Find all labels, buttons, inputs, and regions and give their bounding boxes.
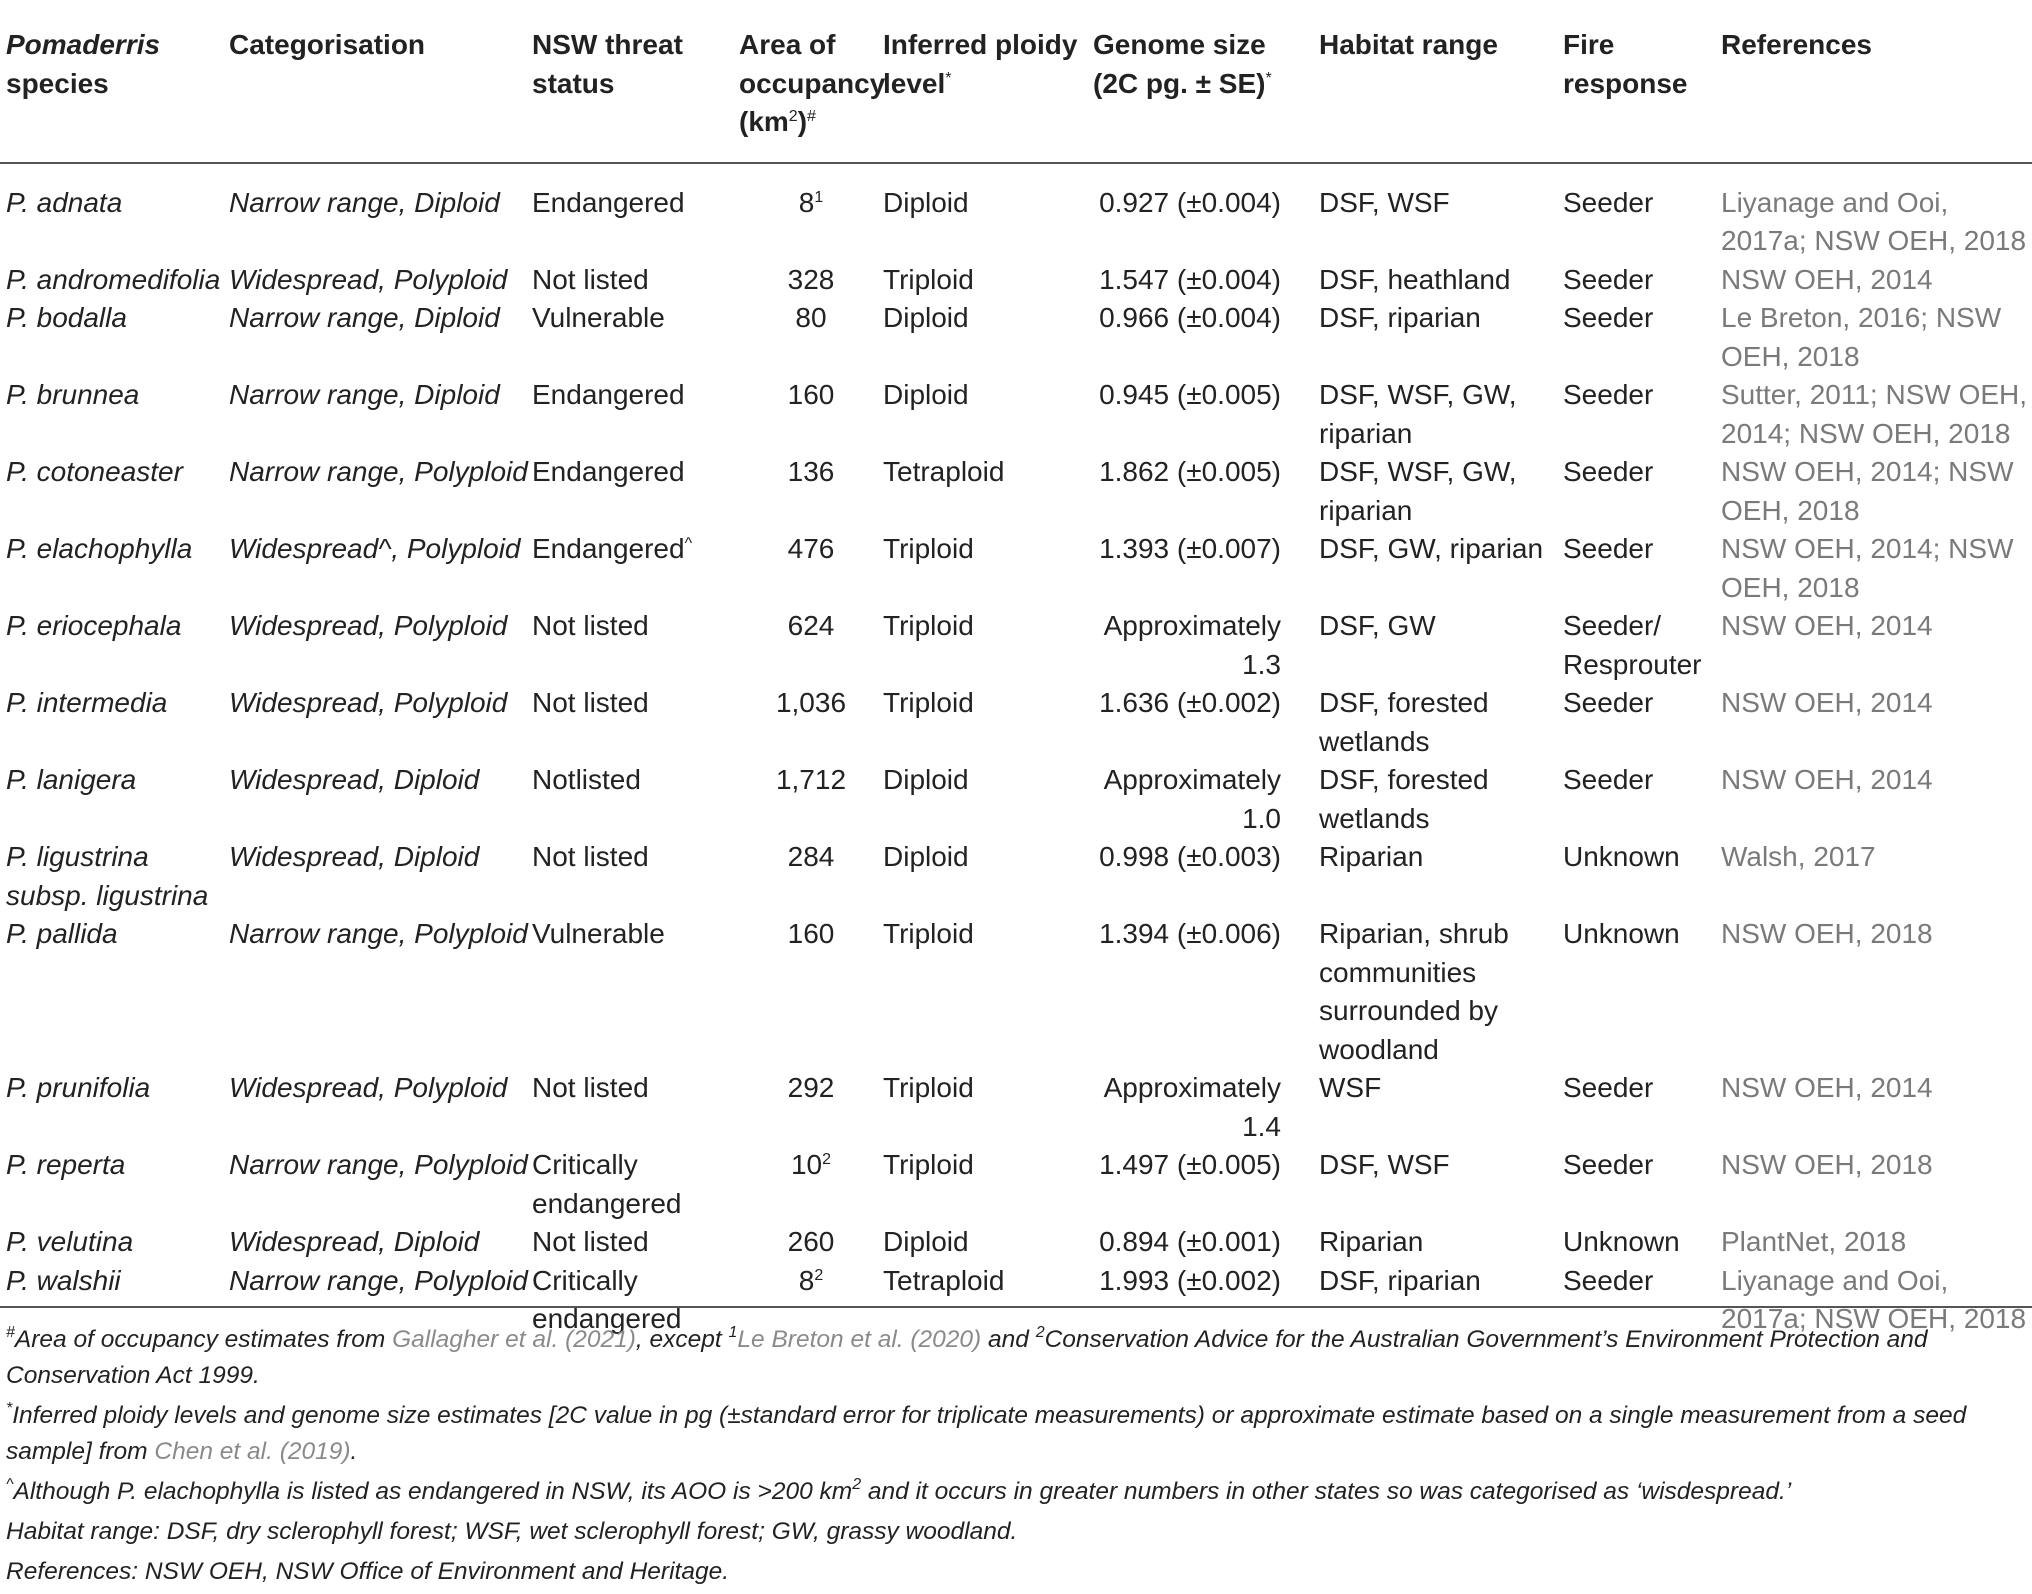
- threat-status-cell: Not listed: [532, 687, 649, 718]
- fire-response-cell: Seeder: [1563, 1264, 1654, 1296]
- threat-status-cell: Not listed: [532, 841, 649, 872]
- habitat-range-cell: DSF, riparian: [1319, 302, 1481, 333]
- categorisation-cell: Narrow range, Diploid: [229, 302, 500, 333]
- citation-link[interactable]: Chen et al. (2019): [154, 1438, 351, 1465]
- habitat-range-cell: DSF, GW, riparian: [1319, 533, 1544, 564]
- ploidy-cell: Tetraploid: [883, 456, 1005, 487]
- references-cell: NSW OEH, 2018: [1721, 1149, 1933, 1180]
- ploidy-cell: Diploid: [883, 302, 969, 333]
- table-row: [0, 684, 2032, 761]
- habitat-range-cell: DSF, WSF: [1319, 1149, 1450, 1180]
- species-cell: P. intermedia: [6, 687, 168, 718]
- area-of-occupancy-cell: $8^2$: [798, 1264, 824, 1296]
- references-cell: NSW OEH, 2014; NSW OEH, 2018: [1721, 533, 2014, 603]
- header-genome-size: Genome size (2C pg. ± SE)*: [1093, 8, 1319, 163]
- genome-size-cell: 1.394 (±0.006): [1099, 918, 1281, 949]
- threat-status-cell: Endangered: [532, 456, 685, 487]
- fire-response-cell: Seeder: [1563, 533, 1654, 564]
- fire-response-cell: Seeder: [1563, 1149, 1654, 1180]
- species-cell: P. bodalla: [6, 302, 127, 333]
- categorisation-cell: Widespread^, Polyploid: [229, 533, 521, 564]
- table-row: [0, 299, 2032, 376]
- area-of-occupancy-cell: 160: [787, 379, 835, 410]
- references-cell: NSW OEH, 2014: [1721, 764, 1933, 795]
- area-of-occupancy-cell: 160: [787, 918, 835, 949]
- species-cell: P. pallida: [6, 918, 118, 949]
- species-table: [0, 8, 2032, 1359]
- species-cell: P. andromedifolia: [6, 263, 221, 295]
- threat-status-cell: Not listed: [532, 610, 649, 641]
- habitat-range-cell: Riparian: [1319, 1226, 1424, 1257]
- habitat-range-cell: DSF, forested wetlands: [1319, 764, 1489, 834]
- table-row: [0, 761, 2032, 838]
- genome-size-cell: 0.998 (±0.003): [1099, 841, 1281, 872]
- citation-link[interactable]: Le Breton et al. (2020): [737, 1326, 982, 1353]
- table-row: [0, 261, 2032, 300]
- references-cell: Walsh, 2017: [1721, 841, 1876, 872]
- table-row: [0, 453, 2032, 530]
- ploidy-cell: Triploid: [883, 610, 974, 641]
- species-cell: P. prunifolia: [6, 1072, 151, 1103]
- genome-size-cell: 1.993 (±0.002): [1099, 1264, 1281, 1296]
- footnote-area-of-occupancy: #Area of occupancy estimates from Gallagher et al. (2021), except $^1$Le Breton et al. (2020) and $^2$Conservation Advice for the Australian Government’s Environment Protection and Conservation Act 1999.: [6, 1324, 1928, 1389]
- threat-status-cell: Endangered: [532, 186, 685, 218]
- ploidy-cell: Triploid: [883, 1149, 974, 1180]
- genome-size-cell: 0.927 (±0.004): [1099, 186, 1281, 218]
- area-of-occupancy-cell: 1,712: [775, 764, 847, 795]
- species-cell: P. velutina: [6, 1226, 134, 1257]
- area-of-occupancy-cell: $8^1$: [798, 186, 824, 218]
- categorisation-cell: Widespread, Diploid: [229, 1226, 480, 1257]
- genome-size-cell: 1.393 (±0.007): [1099, 533, 1281, 564]
- threat-status-cell: Endangered: [532, 379, 685, 410]
- genome-size-cell: 0.966 (±0.004): [1099, 302, 1281, 333]
- header-categorisation: Categorisation: [229, 8, 532, 163]
- threat-status-cell: Not listed: [532, 1072, 649, 1103]
- ploidy-cell: Diploid: [883, 186, 969, 218]
- area-of-occupancy-cell: $10^2$: [790, 1149, 832, 1180]
- threat-status-cell: Not listed: [532, 1226, 649, 1257]
- header-fire-response: Fire response: [1563, 8, 1721, 163]
- references-cell: NSW OEH, 2018: [1721, 918, 1933, 949]
- species-cell: P. adnata: [6, 186, 123, 218]
- references-cell: NSW OEH, 2014: [1721, 263, 1933, 295]
- footnote-references-abbreviations: References: NSW OEH, NSW Office of Environment and Heritage.: [6, 1558, 730, 1585]
- fire-response-cell: Unknown: [1563, 918, 1680, 949]
- threat-status-cell: Vulnerable: [532, 918, 665, 949]
- habitat-range-cell: WSF: [1319, 1072, 1382, 1103]
- area-of-occupancy-cell: 1,036: [775, 687, 847, 718]
- ploidy-cell: Triploid: [883, 533, 974, 564]
- fire-response-cell: Seeder: [1563, 379, 1654, 410]
- categorisation-cell: Widespread, Polyploid: [229, 687, 508, 718]
- ploidy-cell: Diploid: [883, 379, 969, 410]
- table-row: [0, 1223, 2032, 1262]
- genome-size-cell: 0.894 (±0.001): [1099, 1226, 1281, 1257]
- references-cell: NSW OEH, 2014: [1721, 610, 1933, 641]
- genome-size-cell: Approximately 1.0: [1103, 764, 1281, 834]
- table-footnotes: [0, 1306, 2032, 1594]
- area-of-occupancy-cell: 284: [787, 841, 835, 872]
- ploidy-cell: Diploid: [883, 841, 969, 872]
- species-cell: P. elachophylla: [6, 533, 193, 564]
- categorisation-cell: Narrow range, Polyploid: [229, 918, 528, 949]
- area-of-occupancy-cell: 624: [787, 610, 835, 641]
- species-cell: P. walshii: [6, 1264, 121, 1296]
- genome-size-cell: Approximately 1.4: [1103, 1072, 1281, 1142]
- species-cell: P. lanigera: [6, 764, 137, 795]
- genome-size-cell: 1.862 (±0.005): [1099, 456, 1281, 487]
- fire-response-cell: Unknown: [1563, 1226, 1680, 1257]
- ploidy-cell: Tetraploid: [883, 1264, 1005, 1296]
- footnote-ploidy-genome: *Inferred ploidy levels and genome size estimates [2C value in pg (±standard error for triplicate measurements) or approximate estimate based on a single measurement from a seed sample] from Chen et al. (2019).: [6, 1400, 1967, 1465]
- ploidy-cell: Triploid: [883, 918, 974, 949]
- genome-size-cell: 1.497 (±0.005): [1099, 1149, 1281, 1180]
- categorisation-cell: Widespread, Diploid: [229, 841, 480, 872]
- habitat-range-cell: DSF, forested wetlands: [1319, 687, 1489, 757]
- fire-response-cell: Seeder: [1563, 1072, 1654, 1103]
- table-row: [0, 838, 2032, 915]
- categorisation-cell: Narrow range, Polyploid: [229, 456, 528, 487]
- species-cell: P. ligustrina subsp. ligustrina: [6, 841, 209, 911]
- header-ploidy: Inferred ploidy level*: [883, 8, 1093, 163]
- genome-size-cell: 0.945 (±0.005): [1099, 379, 1281, 410]
- footnote-habitat-abbreviations: Habitat range: DSF, dry sclerophyll forest; WSF, wet sclerophyll forest; GW, grassy woodland.: [6, 1518, 1018, 1545]
- table-row: [0, 1069, 2032, 1146]
- area-of-occupancy-cell: 292: [787, 1072, 835, 1103]
- table-row: [0, 915, 2032, 1069]
- categorisation-cell: Narrow range, Polyploid: [229, 1264, 528, 1296]
- species-cell: P. eriocephala: [6, 610, 182, 641]
- species-cell: P. reperta: [6, 1149, 126, 1180]
- categorisation-cell: Narrow range, Diploid: [229, 186, 500, 218]
- table-row: [0, 1146, 2032, 1223]
- genome-size-cell: 1.636 (±0.002): [1099, 687, 1281, 718]
- citation-link[interactable]: Gallagher et al. (2021): [392, 1326, 636, 1353]
- table-row: [0, 376, 2032, 453]
- ploidy-cell: Triploid: [883, 687, 974, 718]
- header-threat-status: NSW threat status: [532, 8, 739, 163]
- species-cell: P. cotoneaster: [6, 456, 183, 487]
- fire-response-cell: Seeder: [1563, 263, 1654, 295]
- area-of-occupancy-cell: 136: [787, 456, 835, 487]
- ploidy-cell: Diploid: [883, 764, 969, 795]
- table-row: [0, 163, 2032, 261]
- ploidy-cell: Diploid: [883, 1226, 969, 1257]
- fire-response-cell: Seeder: [1563, 186, 1654, 218]
- habitat-range-cell: DSF, heathland: [1319, 263, 1511, 295]
- threat-status-cell: Critically endangered: [532, 1264, 682, 1334]
- categorisation-cell: Widespread, Polyploid: [229, 263, 508, 295]
- table-body: [0, 163, 2032, 1359]
- fire-response-cell: Unknown: [1563, 841, 1680, 872]
- table-row: [0, 530, 2032, 607]
- header-species: Pomaderris species: [0, 8, 229, 163]
- threat-status-cell: Vulnerable: [532, 302, 665, 333]
- references-cell: Sutter, 2011; NSW OEH, 2014; NSW OEH, 2018: [1721, 379, 2028, 449]
- references-cell: Le Breton, 2016; NSW OEH, 2018: [1721, 302, 2002, 372]
- habitat-range-cell: Riparian: [1319, 841, 1424, 872]
- fire-response-cell: Seeder: [1563, 764, 1654, 795]
- references-cell: Liyanage and Ooi, 2017a; NSW OEH, 2018: [1721, 1264, 2027, 1334]
- habitat-range-cell: DSF, WSF, GW, riparian: [1319, 379, 1517, 449]
- threat-status-cell: Critically endangered: [532, 1149, 682, 1219]
- table-row: [0, 607, 2032, 684]
- threat-status-cell: Endangered^: [532, 533, 693, 564]
- categorisation-cell: Narrow range, Polyploid: [229, 1149, 528, 1180]
- habitat-range-cell: DSF, WSF: [1319, 186, 1450, 218]
- threat-status-cell: Notlisted: [532, 764, 641, 795]
- area-of-occupancy-cell: 80: [795, 302, 827, 333]
- ploidy-cell: Triploid: [883, 1072, 974, 1103]
- habitat-range-cell: DSF, WSF, GW, riparian: [1319, 456, 1517, 526]
- species-cell: P. brunnea: [6, 379, 140, 410]
- footnote-elachophylla: ^Although P. elachophylla is listed as endangered in NSW, its AOO is >200 $km^2$ and it occurs in greater numbers in other states so was categorised as ‘wisdespread.’: [6, 1476, 1792, 1505]
- fire-response-cell: Seeder: [1563, 302, 1654, 333]
- genome-size-cell: 1.547 (±0.004): [1099, 263, 1281, 295]
- categorisation-cell: Narrow range, Diploid: [229, 379, 500, 410]
- references-cell: NSW OEH, 2014: [1721, 1072, 1933, 1103]
- header-habitat-range: Habitat range: [1319, 8, 1563, 163]
- fire-response-cell: Seeder: [1563, 687, 1654, 718]
- habitat-range-cell: DSF, GW: [1319, 610, 1436, 641]
- header-area-of-occupancy: Area of occupancy $(km^2)^{\#}$: [739, 8, 883, 163]
- genome-size-cell: Approximately 1.3: [1103, 610, 1281, 680]
- references-cell: NSW OEH, 2014; NSW OEH, 2018: [1721, 456, 2014, 526]
- categorisation-cell: Widespread, Diploid: [229, 764, 480, 795]
- area-of-occupancy-cell: 260: [787, 1226, 835, 1257]
- habitat-range-cell: Riparian, shrub communities surrounded by woodland: [1319, 918, 1509, 1065]
- header-row: [0, 8, 2032, 163]
- habitat-range-cell: DSF, riparian: [1319, 1264, 1481, 1296]
- area-of-occupancy-cell: 328: [787, 263, 835, 295]
- area-of-occupancy-cell: 476: [787, 533, 835, 564]
- references-cell: Liyanage and Ooi, 2017a; NSW OEH, 2018: [1721, 186, 2027, 256]
- fire-response-cell: Seeder/ Resprouter: [1563, 610, 1702, 680]
- threat-status-cell: Not listed: [532, 263, 649, 295]
- categorisation-cell: Widespread, Polyploid: [229, 610, 508, 641]
- header-references: References: [1721, 8, 2032, 163]
- references-cell: NSW OEH, 2014: [1721, 687, 1933, 718]
- ploidy-cell: Triploid: [883, 263, 974, 295]
- fire-response-cell: Seeder: [1563, 456, 1654, 487]
- references-cell: PlantNet, 2018: [1721, 1226, 1907, 1257]
- categorisation-cell: Widespread, Polyploid: [229, 1072, 508, 1103]
